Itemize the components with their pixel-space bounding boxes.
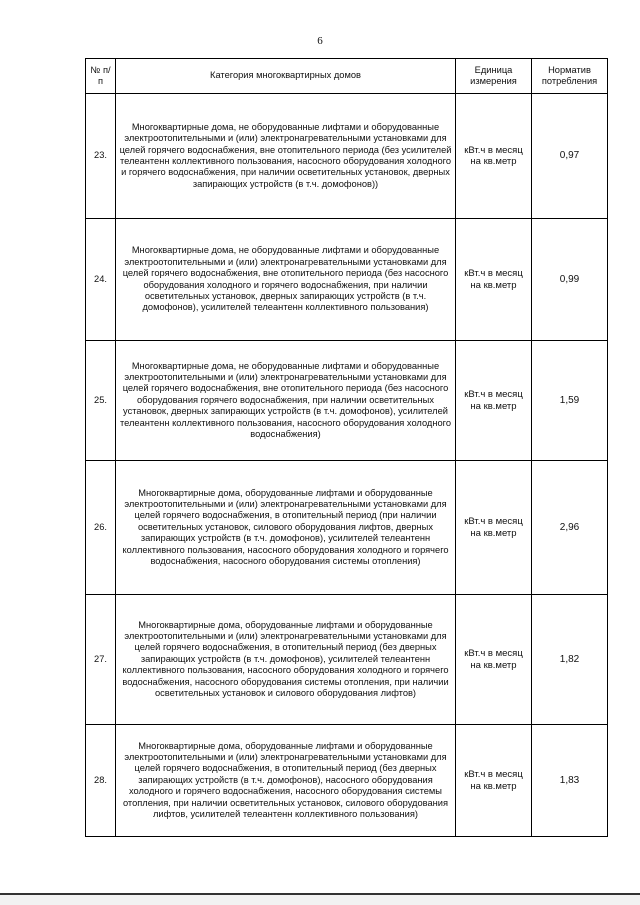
row-unit: кВт.ч в месяц на кв.метр — [456, 94, 532, 219]
row-number: 25. — [86, 341, 116, 461]
header-num: № п/п — [86, 59, 116, 94]
page-number: 6 — [317, 35, 323, 47]
row-unit: кВт.ч в месяц на кв.метр — [456, 725, 532, 837]
row-unit: кВт.ч в месяц на кв.метр — [456, 595, 532, 725]
table-row — [86, 461, 608, 595]
row-norm: 0,99 — [532, 219, 608, 341]
row-category: Многоквартирные дома, оборудованные лифтами и оборудованные электроотопительными и (или) электронагревательными установками для целей горячего водоснабжения, в отопительный период (без дверных запирающих устройств (в т.ч. домофонов), насосного оборудования холодного и горячего водоснабжения, насосного оборудования системы отопления, при наличии осветительных установок, силового оборудования лифтов, усилителей телеантенн коллективного пользования) — [116, 725, 456, 837]
header-unit: Единица измерения — [456, 59, 532, 94]
row-category: Многоквартирные дома, не оборудованные лифтами и оборудованные электроотопительными и (или) электронагревательными установками для целей горячего водоснабжения, вне отопительного периода (без насосного оборудования горячего водоснабжения, при наличии осветительных установок, дверных запирающих устройств (в т.ч. домофонов), усилителей телеантенн коллективного пользования, насосного оборудования холодного водоснабжения) — [116, 341, 456, 461]
row-category: Многоквартирные дома, оборудованные лифтами и оборудованные электроотопительными и (или) электронагревательными установками для целей горячего водоснабжения, в отопительный период (без дверных запирающих устройств (в т.ч. домофонов), усилителей телеантенн коллективного пользования, насосного оборудования холодного и горячего водоснабжения, насосного оборудования системы отопления, при наличии осветительных установок и силового оборудования лифтов) — [116, 595, 456, 725]
table-header — [86, 59, 608, 94]
row-number: 23. — [86, 94, 116, 219]
row-unit: кВт.ч в месяц на кв.метр — [456, 461, 532, 595]
header-category: Категория многоквартирных домов — [116, 59, 456, 94]
scan-bottom-edge — [0, 895, 640, 905]
row-number: 28. — [86, 725, 116, 837]
row-norm: 1,59 — [532, 341, 608, 461]
row-norm: 0,97 — [532, 94, 608, 219]
row-unit: кВт.ч в месяц на кв.метр — [456, 219, 532, 341]
row-number: 26. — [86, 461, 116, 595]
row-category: Многоквартирные дома, оборудованные лифтами и оборудованные электроотопительными и (или) электронагревательными установками для целей горячего водоснабжения, в отопительный период (при наличии осветительных установок, силового оборудования лифтов, дверных запирающих устройств (в т.ч. домофонов), усилителей телеантенн коллективного пользования, насосного оборудования холодного и горячего водоснабжения, насосного оборудования системы отопления) — [116, 461, 456, 595]
row-norm: 2,96 — [532, 461, 608, 595]
table-row — [86, 94, 608, 219]
row-norm: 1,82 — [532, 595, 608, 725]
row-unit: кВт.ч в месяц на кв.метр — [456, 341, 532, 461]
consumption-norms-table — [85, 58, 608, 837]
table-row — [86, 219, 608, 341]
row-category: Многоквартирные дома, не оборудованные лифтами и оборудованные электроотопительными и (или) электронагревательными установками для целей горячего водоснабжения, вне отопительного периода (без насосного оборудования холодного и горячего водоснабжения, при наличии осветительных установок, дверных запирающих устройств (в т.ч. домофонов), усилителей телеантенн коллективного пользования) — [116, 219, 456, 341]
header-norm: Норматив потребления — [532, 59, 608, 94]
row-number: 27. — [86, 595, 116, 725]
table-row — [86, 725, 608, 837]
row-category: Многоквартирные дома, не оборудованные лифтами и оборудованные электроотопительными и (или) электронагревательными установками для целей горячего водоснабжения, вне отопительного периода (без усилителей телеантенн коллективного пользования, насосного оборудования холодного и горячего водоснабжения, при наличии осветительных установок, дверных запирающих устройств (в т.ч. домофонов)) — [116, 94, 456, 219]
row-number: 24. — [86, 219, 116, 341]
row-norm: 1,83 — [532, 725, 608, 837]
table-row — [86, 341, 608, 461]
table-row — [86, 595, 608, 725]
